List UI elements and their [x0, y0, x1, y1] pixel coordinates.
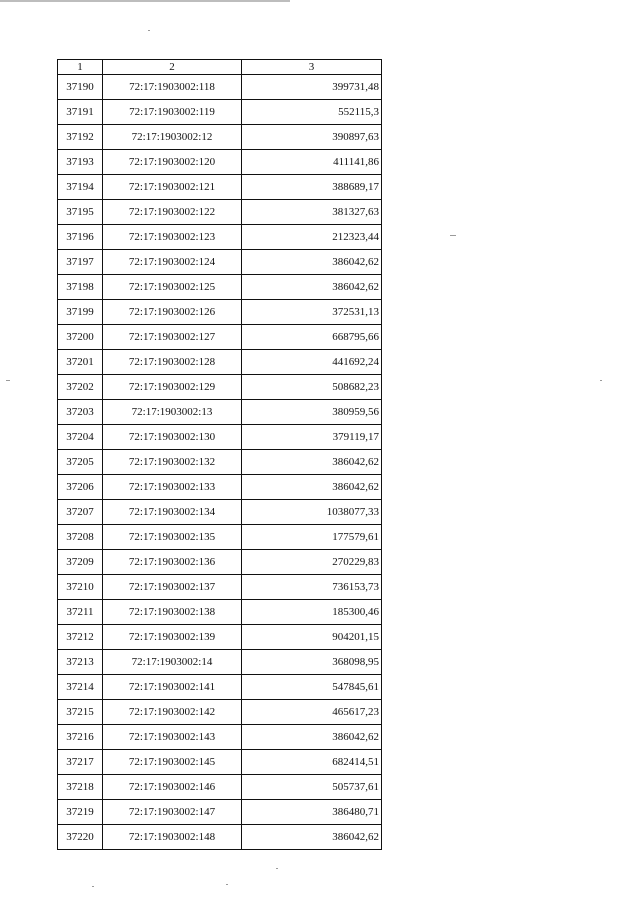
cadastral-value-table	[57, 59, 382, 850]
cadastral-number-cell: 72:17:1903002:126	[103, 300, 242, 325]
table-row	[58, 325, 382, 350]
cadastral-number-cell: 72:17:1903002:132	[103, 450, 242, 475]
table-row	[58, 125, 382, 150]
record-number-cell: 37205	[58, 450, 103, 475]
record-number-cell: 37203	[58, 400, 103, 425]
cadastral-value-cell: 399731,48	[242, 75, 382, 100]
cadastral-number-cell: 72:17:1903002:124	[103, 250, 242, 275]
cadastral-value-cell: 386042,62	[242, 450, 382, 475]
cadastral-number-cell: 72:17:1903002:136	[103, 550, 242, 575]
table-row	[58, 675, 382, 700]
record-number-cell: 37215	[58, 700, 103, 725]
record-number-cell: 37208	[58, 525, 103, 550]
cadastral-number-cell: 72:17:1903002:137	[103, 575, 242, 600]
table-row	[58, 625, 382, 650]
table-row	[58, 575, 382, 600]
record-number-cell: 37214	[58, 675, 103, 700]
record-number-cell: 37216	[58, 725, 103, 750]
table-row	[58, 425, 382, 450]
table-row	[58, 400, 382, 425]
cadastral-value-cell: 547845,61	[242, 675, 382, 700]
table-row	[58, 175, 382, 200]
cadastral-value-cell: 508682,23	[242, 375, 382, 400]
cadastral-value-cell: 668795,66	[242, 325, 382, 350]
scan-speck	[600, 380, 602, 381]
scan-speck	[92, 886, 94, 887]
cadastral-number-cell: 72:17:1903002:123	[103, 225, 242, 250]
record-number-cell: 37198	[58, 275, 103, 300]
cadastral-number-cell: 72:17:1903002:133	[103, 475, 242, 500]
record-number-cell: 37209	[58, 550, 103, 575]
record-number-cell: 37193	[58, 150, 103, 175]
record-number-cell: 37212	[58, 625, 103, 650]
cadastral-number-cell: 72:17:1903002:146	[103, 775, 242, 800]
cadastral-number-cell: 72:17:1903002:148	[103, 825, 242, 850]
cadastral-value-cell: 177579,61	[242, 525, 382, 550]
column-number-1: 1	[58, 60, 103, 75]
table-row	[58, 825, 382, 850]
cadastral-number-cell: 72:17:1903002:143	[103, 725, 242, 750]
cadastral-value-cell: 390897,63	[242, 125, 382, 150]
table-row	[58, 650, 382, 675]
cadastral-number-cell: 72:17:1903002:145	[103, 750, 242, 775]
cadastral-number-cell: 72:17:1903002:141	[103, 675, 242, 700]
cadastral-number-cell: 72:17:1903002:147	[103, 800, 242, 825]
cadastral-value-cell: 270229,83	[242, 550, 382, 575]
cadastral-number-cell: 72:17:1903002:125	[103, 275, 242, 300]
cadastral-value-cell: 411141,86	[242, 150, 382, 175]
table-row	[58, 250, 382, 275]
cadastral-value-cell: 1038077,33	[242, 500, 382, 525]
record-number-cell: 37217	[58, 750, 103, 775]
cadastral-number-cell: 72:17:1903002:142	[103, 700, 242, 725]
cadastral-value-cell: 465617,23	[242, 700, 382, 725]
record-number-cell: 37211	[58, 600, 103, 625]
table-body	[58, 75, 382, 850]
table-row	[58, 75, 382, 100]
cadastral-number-cell: 72:17:1903002:119	[103, 100, 242, 125]
scan-top-rule	[0, 0, 290, 2]
cadastral-number-cell: 72:17:1903002:139	[103, 625, 242, 650]
record-number-cell: 37207	[58, 500, 103, 525]
cadastral-number-cell: 72:17:1903002:122	[103, 200, 242, 225]
cadastral-value-cell: 386042,62	[242, 725, 382, 750]
table-row	[58, 150, 382, 175]
record-number-cell: 37200	[58, 325, 103, 350]
record-number-cell: 37220	[58, 825, 103, 850]
cadastral-value-cell: 736153,73	[242, 575, 382, 600]
cadastral-number-cell: 72:17:1903002:14	[103, 650, 242, 675]
table-row	[58, 725, 382, 750]
table-row	[58, 550, 382, 575]
record-number-cell: 37199	[58, 300, 103, 325]
record-number-cell: 37197	[58, 250, 103, 275]
table-row	[58, 700, 382, 725]
cadastral-number-cell: 72:17:1903002:128	[103, 350, 242, 375]
scan-speck	[226, 884, 228, 885]
cadastral-value-cell: 212323,44	[242, 225, 382, 250]
cadastral-number-cell: 72:17:1903002:121	[103, 175, 242, 200]
record-number-cell: 37213	[58, 650, 103, 675]
cadastral-value-cell: 381327,63	[242, 200, 382, 225]
record-number-cell: 37202	[58, 375, 103, 400]
record-number-cell: 37206	[58, 475, 103, 500]
table-row	[58, 800, 382, 825]
cadastral-number-cell: 72:17:1903002:120	[103, 150, 242, 175]
record-number-cell: 37201	[58, 350, 103, 375]
cadastral-value-cell: 386042,62	[242, 825, 382, 850]
cadastral-value-cell: 379119,17	[242, 425, 382, 450]
cadastral-value-cell: 904201,15	[242, 625, 382, 650]
cadastral-value-cell: 185300,46	[242, 600, 382, 625]
table-row	[58, 600, 382, 625]
cadastral-number-cell: 72:17:1903002:130	[103, 425, 242, 450]
record-number-cell: 37196	[58, 225, 103, 250]
scan-speck	[276, 868, 278, 869]
cadastral-number-cell: 72:17:1903002:138	[103, 600, 242, 625]
cadastral-value-cell: 552115,3	[242, 100, 382, 125]
record-number-cell: 37192	[58, 125, 103, 150]
table-row	[58, 225, 382, 250]
cadastral-number-cell: 72:17:1903002:13	[103, 400, 242, 425]
cadastral-value-cell: 386042,62	[242, 275, 382, 300]
table-row	[58, 200, 382, 225]
cadastral-value-cell: 682414,51	[242, 750, 382, 775]
cadastral-value-cell: 386042,62	[242, 250, 382, 275]
record-number-cell: 37204	[58, 425, 103, 450]
table-row	[58, 525, 382, 550]
table-header	[58, 60, 382, 75]
table-row	[58, 375, 382, 400]
record-number-cell: 37195	[58, 200, 103, 225]
cadastral-number-cell: 72:17:1903002:135	[103, 525, 242, 550]
table-row	[58, 475, 382, 500]
table-row	[58, 300, 382, 325]
table-row	[58, 775, 382, 800]
table-row	[58, 450, 382, 475]
record-number-cell: 37210	[58, 575, 103, 600]
scan-speck	[450, 235, 456, 236]
record-number-cell: 37194	[58, 175, 103, 200]
cadastral-value-cell: 386480,71	[242, 800, 382, 825]
header-row	[58, 60, 382, 75]
cadastral-number-cell: 72:17:1903002:118	[103, 75, 242, 100]
scan-speck	[148, 30, 150, 31]
cadastral-value-cell: 368098,95	[242, 650, 382, 675]
cadastral-value-cell: 388689,17	[242, 175, 382, 200]
table-row	[58, 275, 382, 300]
column-number-3: 3	[242, 60, 382, 75]
table-row	[58, 350, 382, 375]
cadastral-number-cell: 72:17:1903002:12	[103, 125, 242, 150]
column-number-2: 2	[103, 60, 242, 75]
scan-speck	[6, 380, 10, 381]
record-number-cell: 37218	[58, 775, 103, 800]
cadastral-number-cell: 72:17:1903002:134	[103, 500, 242, 525]
record-number-cell: 37190	[58, 75, 103, 100]
cadastral-value-cell: 386042,62	[242, 475, 382, 500]
cadastral-number-cell: 72:17:1903002:127	[103, 325, 242, 350]
table-row	[58, 500, 382, 525]
cadastral-value-cell: 505737,61	[242, 775, 382, 800]
table-row	[58, 100, 382, 125]
record-number-cell: 37191	[58, 100, 103, 125]
table-row	[58, 750, 382, 775]
cadastral-value-cell: 372531,13	[242, 300, 382, 325]
record-number-cell: 37219	[58, 800, 103, 825]
cadastral-number-cell: 72:17:1903002:129	[103, 375, 242, 400]
cadastral-value-cell: 441692,24	[242, 350, 382, 375]
cadastral-value-cell: 380959,56	[242, 400, 382, 425]
